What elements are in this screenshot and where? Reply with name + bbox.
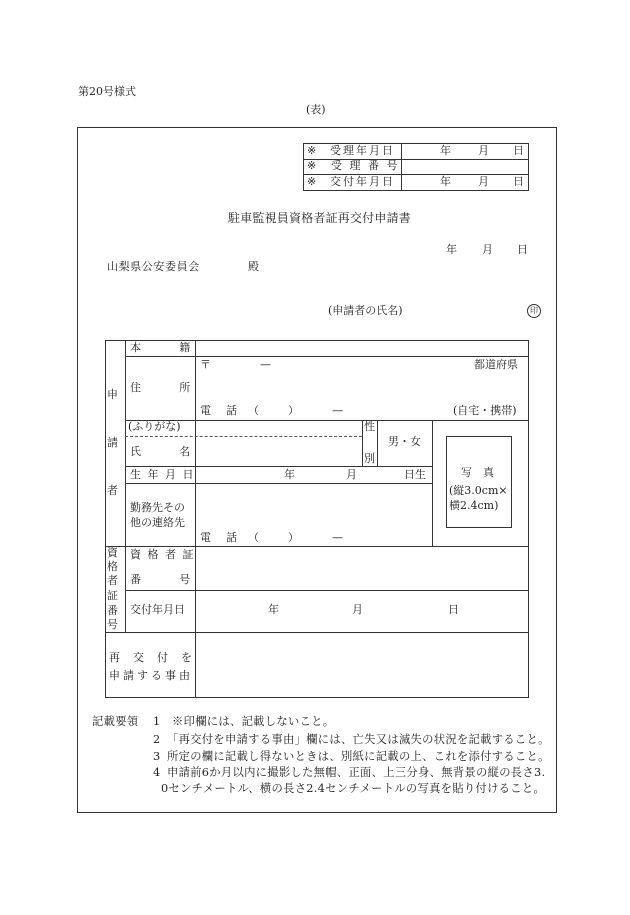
table-rule-vertical: [432, 420, 433, 546]
note-text: ※印欄には、記載しないこと。: [172, 715, 335, 728]
reason-label: 申請する事由: [109, 669, 193, 682]
seal-mark: 印: [527, 304, 541, 318]
workplace-phone-paren-close: ）: [288, 531, 299, 544]
office-mark: ※: [307, 175, 317, 188]
sex-options: 男・女: [388, 435, 421, 448]
applicant-name-label: (申請者の氏名): [328, 304, 403, 317]
certificate-section-char: 者: [107, 574, 118, 587]
photo-size: (縦3.0cm×: [449, 484, 508, 497]
office-mark: ※: [307, 144, 317, 157]
prefecture-label: 都道府県: [474, 358, 518, 371]
birthdate-month: 月: [346, 468, 357, 481]
address-label: 住 所: [130, 381, 192, 394]
certificate-section-char: 格: [107, 560, 118, 573]
table-rule-horizontal: [105, 632, 528, 633]
date-year: 年: [446, 243, 457, 256]
office-row-day: 日: [513, 175, 524, 188]
table-rule-horizontal: [125, 356, 528, 357]
table-rule-vertical: [362, 420, 363, 466]
note-text-continuation: 0センチメートル、横の長さ2.4センチメートルの写真を貼り付けること。: [161, 782, 546, 795]
issue-date-year: 年: [268, 603, 279, 616]
applicant-section-char: 者: [107, 484, 118, 497]
certificate-section-char: 証: [107, 589, 118, 602]
table-rule-vertical: [377, 420, 378, 466]
phone-dash: —: [332, 404, 343, 417]
issue-date-day: 日: [448, 603, 459, 616]
certificate-number-label: 資 格 者 証: [130, 548, 195, 561]
office-row-day: 日: [513, 144, 524, 157]
phone-paren-open: （: [248, 404, 259, 417]
workplace-phone-label: 電 話: [200, 531, 239, 544]
table-rule-horizontal: [125, 466, 432, 467]
furigana-label: (ふりがな): [128, 420, 181, 433]
side-label: (表): [306, 103, 326, 116]
postal-mark: 〒: [200, 358, 211, 371]
office-row-label: 受 理 番 号: [331, 159, 400, 172]
office-mark: ※: [307, 159, 317, 172]
note-number: 2: [153, 733, 161, 746]
table-rule-vertical: [195, 340, 196, 697]
workplace-phone-dash: —: [332, 531, 343, 544]
reason-label: 再 交 付 を: [109, 651, 193, 664]
office-row-label: 受理年月日: [330, 144, 395, 157]
phone-paren-close: ）: [288, 404, 299, 417]
office-row-year: 年: [440, 144, 451, 157]
certificate-section-char: 番: [107, 604, 118, 617]
workplace-label: 勤務先その: [130, 501, 185, 514]
notes-heading: 記載要領: [92, 715, 139, 728]
domicile-label: 本 籍: [130, 341, 192, 354]
phone-label: 電 話: [200, 404, 239, 417]
photo-frame: [446, 436, 512, 528]
note-number: 4: [153, 766, 161, 779]
applicant-section-char: 申: [107, 388, 118, 401]
date-day: 日: [517, 243, 528, 256]
table-rule-vertical: [125, 340, 126, 632]
addressee-honorific: 殿: [248, 260, 259, 273]
note-number: 3: [153, 750, 161, 763]
issue-date-label: 交付年月日: [130, 603, 185, 616]
note-text: 所定の欄に記載し得ないときは、別紙に記載の上、これを添付すること。: [167, 750, 550, 763]
certificate-section-char: 資: [107, 546, 118, 559]
applicant-section-char: 請: [107, 436, 118, 449]
photo-title: 写 真: [461, 466, 494, 479]
sex-label-bottom: 別: [364, 452, 375, 465]
workplace-label: 他の連絡先: [130, 516, 185, 529]
addressee-name: 山梨県公安委員会: [107, 260, 200, 273]
photo-size: 横2.4cm): [449, 499, 499, 512]
issue-date-month: 月: [352, 603, 363, 616]
table-rule-horizontal: [125, 420, 528, 421]
sex-label-top: 性: [364, 420, 375, 433]
office-row-label: 交付年月日: [330, 175, 395, 188]
office-table-divider: [401, 143, 402, 190]
office-row-year: 年: [440, 175, 451, 188]
certificate-section-char: 号: [107, 618, 118, 631]
birthdate-year: 年: [284, 468, 295, 481]
note-number: 1: [153, 715, 161, 728]
certificate-number-label: 番 号: [130, 573, 192, 586]
note-text: 申請前6か月以内に撮影した無帽、正面、上三分身、無背景の縦の長さ3.: [167, 766, 546, 779]
form-title: 駐車監視員資格者証再交付申請書: [228, 211, 412, 225]
workplace-phone-paren-open: （: [248, 531, 259, 544]
office-row-month: 月: [478, 175, 489, 188]
table-rule-horizontal: [105, 546, 528, 547]
birthdate-day: 日生: [404, 468, 426, 481]
furigana-dashed-rule: [125, 436, 362, 437]
office-row-month: 月: [478, 144, 489, 157]
note-text: 「再交付を申請する事由」欄には、亡失又は滅失の状況を記載すること。: [167, 733, 550, 746]
table-rule-horizontal: [125, 590, 528, 591]
form-number: 第20号様式: [78, 85, 136, 98]
postal-dash: —: [260, 358, 271, 371]
name-label: 氏 名: [130, 445, 192, 458]
birthdate-label: 生 年 月 日: [130, 468, 195, 481]
phone-type: (自宅・携帯): [453, 404, 517, 417]
date-month: 月: [482, 243, 493, 256]
table-rule-horizontal: [125, 483, 432, 484]
